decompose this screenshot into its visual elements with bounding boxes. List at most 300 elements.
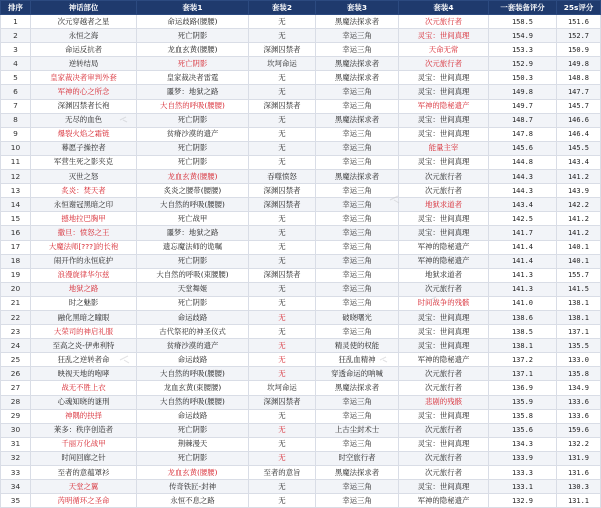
cell-set2: 至者的意旨 xyxy=(249,466,316,480)
cell-score: 144.8 xyxy=(489,155,557,169)
cell-set3: 狂乱血精神 xyxy=(316,353,399,367)
cell-rank: 12 xyxy=(1,170,31,184)
header-set1[interactable]: 套装1 xyxy=(137,1,249,15)
cell-rank: 3 xyxy=(1,43,31,57)
cell-set4: 次元旅行者 xyxy=(399,170,489,184)
cell-set2: 深渊囚禁者 xyxy=(249,184,316,198)
cell-mythic-part: 神隅的抉择 xyxy=(31,409,137,423)
cell-score: 137.1 xyxy=(489,367,557,381)
cell-score: 133.3 xyxy=(489,466,557,480)
cell-25s-score: 143.4 xyxy=(557,155,601,169)
cell-set3: 幸运三角 xyxy=(316,296,399,310)
cell-rank: 2 xyxy=(1,29,31,43)
cell-set2: 无 xyxy=(249,423,316,437)
cell-score: 138.1 xyxy=(489,339,557,353)
cell-mythic-part: 大荣司的神启礼服 xyxy=(31,325,137,339)
cell-set1: 死亡阴影 xyxy=(137,57,249,71)
cell-rank: 23 xyxy=(1,325,31,339)
cell-rank: 9 xyxy=(1,127,31,141)
cell-mythic-part: 心魂知晓的谜刑 xyxy=(31,395,137,409)
cell-set1: 龙血玄黄(腰腰) xyxy=(137,466,249,480)
table-row[interactable] xyxy=(1,451,601,465)
header-score[interactable]: 一套装备评分 xyxy=(489,1,557,15)
cell-set1: 永恒不息之路 xyxy=(137,494,249,508)
cell-mythic-part: 浪漫旋律华尔兹 xyxy=(31,268,137,282)
cell-mythic-part: 大魔法师[???]的长袍 xyxy=(31,240,137,254)
cell-rank: 29 xyxy=(1,409,31,423)
cell-25s-score: 134.9 xyxy=(557,381,601,395)
cell-set3: 黑魔法探求者 xyxy=(316,57,399,71)
table-row[interactable] xyxy=(1,367,601,381)
cell-score: 145.6 xyxy=(489,141,557,155)
table-row[interactable] xyxy=(1,466,601,480)
cell-set4: 灵宝：世间真理 xyxy=(399,310,489,324)
cell-set1: 死亡阴影 xyxy=(137,113,249,127)
cell-set1: 死亡阴影 xyxy=(137,155,249,169)
cell-rank: 31 xyxy=(1,437,31,451)
cell-score: 138.5 xyxy=(489,325,557,339)
cell-25s-score: 140.1 xyxy=(557,254,601,268)
table-row[interactable] xyxy=(1,310,601,324)
table-row[interactable] xyxy=(1,282,601,296)
cell-mythic-part: 至高之炎-伊弗利特 xyxy=(31,339,137,353)
cell-mythic-part: 炙炎：焚天者 xyxy=(31,184,137,198)
cell-score: 133.9 xyxy=(489,451,557,465)
cell-score: 149.7 xyxy=(489,99,557,113)
cell-set1: 死亡阴影 xyxy=(137,423,249,437)
table-row[interactable] xyxy=(1,141,601,155)
cell-set4: 地狱求道者 xyxy=(399,268,489,282)
header-rank[interactable]: 排序 xyxy=(1,1,31,15)
header-set4[interactable]: 套装4 xyxy=(399,1,489,15)
cell-25s-score: 132.2 xyxy=(557,437,601,451)
cell-rank: 16 xyxy=(1,226,31,240)
cell-score: 141.4 xyxy=(489,254,557,268)
table-row[interactable] xyxy=(1,339,601,353)
cell-set4: 次元旅行者 xyxy=(399,451,489,465)
cell-25s-score: 131.6 xyxy=(557,466,601,480)
cell-set1: 死亡阴影 xyxy=(137,296,249,310)
cell-set3: 幸运三角 xyxy=(316,184,399,198)
header-set3[interactable]: 套装3 xyxy=(316,1,399,15)
cell-25s-score: 133.6 xyxy=(557,409,601,423)
cell-mythic-part: 深渊囚禁者长袍 xyxy=(31,99,137,113)
table-row[interactable] xyxy=(1,212,601,226)
cell-mythic-part: 无尽的血色 xyxy=(31,113,137,127)
cell-set2: 无 xyxy=(249,310,316,324)
table-row[interactable] xyxy=(1,437,601,451)
cell-rank: 14 xyxy=(1,198,31,212)
cell-set1: 大自然的呼吸(腰腰) xyxy=(137,198,249,212)
cell-rank: 35 xyxy=(1,494,31,508)
cell-set4: 次元旅行者 xyxy=(399,423,489,437)
cell-25s-score: 149.8 xyxy=(557,57,601,71)
cell-set3: 破晓曙光 xyxy=(316,310,399,324)
cell-set2: 无 xyxy=(249,113,316,127)
cell-rank: 13 xyxy=(1,184,31,198)
cell-set4: 灵宝：世间真理 xyxy=(399,29,489,43)
cell-score: 142.5 xyxy=(489,212,557,226)
cell-25s-score: 130.3 xyxy=(557,480,601,494)
cell-rank: 22 xyxy=(1,310,31,324)
cell-mythic-part: 皇家裁决者审判外套 xyxy=(31,71,137,85)
cell-set2: 无 xyxy=(249,212,316,226)
cell-set3: 幸运三角 xyxy=(316,43,399,57)
cell-rank: 11 xyxy=(1,155,31,169)
cell-25s-score: 155.7 xyxy=(557,268,601,282)
cell-set2: 深渊囚禁者 xyxy=(249,43,316,57)
cell-set1: 龙血玄黄(腰腰) xyxy=(137,43,249,57)
cell-mythic-part: 战无不胜上衣 xyxy=(31,381,137,395)
cell-set3: 黑魔法探求者 xyxy=(316,170,399,184)
cell-set1: 龙血玄黄(腰腰) xyxy=(137,170,249,184)
cell-set1: 天堂舞姬 xyxy=(137,282,249,296)
header-set2[interactable]: 套装2 xyxy=(249,1,316,15)
cell-set1: 大自然的呼吸(腰腰) xyxy=(137,367,249,381)
cell-rank: 32 xyxy=(1,451,31,465)
cell-set2: 无 xyxy=(249,339,316,353)
cell-rank: 4 xyxy=(1,57,31,71)
cell-mythic-part: 撼地拉巴胸甲 xyxy=(31,212,137,226)
table-row[interactable] xyxy=(1,296,601,310)
cell-mythic-part: 灭世之怒 xyxy=(31,170,137,184)
cell-set2: 无 xyxy=(249,155,316,169)
cell-score: 138.6 xyxy=(489,310,557,324)
cell-set2: 无 xyxy=(249,296,316,310)
table-row[interactable] xyxy=(1,170,601,184)
cell-score: 152.9 xyxy=(489,57,557,71)
table-row[interactable] xyxy=(1,43,601,57)
cell-set2: 无 xyxy=(249,451,316,465)
cell-rank: 33 xyxy=(1,466,31,480)
cell-set4: 次元旅行者 xyxy=(399,367,489,381)
cell-25s-score: 131.1 xyxy=(557,494,601,508)
cell-set4: 灵宝：世间真理 xyxy=(399,127,489,141)
cell-25s-score: 145.7 xyxy=(557,99,601,113)
table-row[interactable] xyxy=(1,409,601,423)
table-row[interactable] xyxy=(1,423,601,437)
table-row[interactable] xyxy=(1,395,601,409)
cell-set1: 命运歧路 xyxy=(137,310,249,324)
cell-25s-score: 151.6 xyxy=(557,15,601,29)
table-row[interactable] xyxy=(1,226,601,240)
cell-set1: 命运歧路 xyxy=(137,353,249,367)
cell-25s-score: 141.2 xyxy=(557,226,601,240)
cell-set4: 灵宝：世间真理 xyxy=(399,85,489,99)
table-row[interactable] xyxy=(1,240,601,254)
cell-rank: 20 xyxy=(1,282,31,296)
cell-set4: 地狱求道者 xyxy=(399,198,489,212)
cell-25s-score: 141.5 xyxy=(557,282,601,296)
cell-rank: 18 xyxy=(1,254,31,268)
cell-set4: 军神的隐秘遗产 xyxy=(399,353,489,367)
cell-set3: 黑魔法探求者 xyxy=(316,381,399,395)
table-row[interactable] xyxy=(1,325,601,339)
cell-set4: 悲剧的残骸 xyxy=(399,395,489,409)
cell-rank: 17 xyxy=(1,240,31,254)
cell-set4: 次元旅行者 xyxy=(399,57,489,71)
cell-set1: 荆棘漫天 xyxy=(137,437,249,451)
cell-set4: 灵宝：世间真理 xyxy=(399,212,489,226)
cell-score: 133.1 xyxy=(489,480,557,494)
cell-score: 135.9 xyxy=(489,395,557,409)
cell-25s-score: 142.2 xyxy=(557,198,601,212)
cell-set3: 黑魔法探求者 xyxy=(316,113,399,127)
cell-set3: 幸运三角 xyxy=(316,212,399,226)
cell-score: 136.9 xyxy=(489,381,557,395)
cell-set4: 军神的隐秘遗产 xyxy=(399,494,489,508)
cell-set3: 幸运三角 xyxy=(316,127,399,141)
cell-set2: 无 xyxy=(249,254,316,268)
cell-set4: 次元旅行者 xyxy=(399,381,489,395)
cell-set1: 贫瘠沙漠的遗产 xyxy=(137,339,249,353)
cell-mythic-part: 永恒之海 xyxy=(31,29,137,43)
cell-set2: 无 xyxy=(249,85,316,99)
cell-set3: 幸运三角 xyxy=(316,325,399,339)
table-row[interactable] xyxy=(1,15,601,29)
cell-set3: 幸运三角 xyxy=(316,254,399,268)
table-row[interactable] xyxy=(1,353,601,367)
cell-score: 153.3 xyxy=(489,43,557,57)
cell-set3: 幸运三角 xyxy=(316,282,399,296)
cell-mythic-part: 芮明循环之圣命 xyxy=(31,494,137,508)
cell-score: 132.9 xyxy=(489,494,557,508)
cell-set4: 时间战争的残骸 xyxy=(399,296,489,310)
cell-set1: 传奇铁匠-封神 xyxy=(137,480,249,494)
cell-mythic-part: 狂乱之逆转者命 xyxy=(31,353,137,367)
cell-set4: 军神的隐秘遗产 xyxy=(399,99,489,113)
cell-set3: 精灵使的权能 xyxy=(316,339,399,353)
cell-set4: 灵宝：世间真理 xyxy=(399,113,489,127)
table-row[interactable] xyxy=(1,155,601,169)
cell-set2: 无 xyxy=(249,15,316,29)
cell-set1: 噩梦：地狱之路 xyxy=(137,226,249,240)
cell-set3: 幸运三角 xyxy=(316,226,399,240)
cell-set3: 幸运三角 xyxy=(316,395,399,409)
cell-set4: 次元旅行者 xyxy=(399,184,489,198)
cell-set3: 时空旅行者 xyxy=(316,451,399,465)
cell-mythic-part: 永恒谢冠黑暗之印 xyxy=(31,198,137,212)
cell-score: 141.3 xyxy=(489,268,557,282)
cell-score: 154.9 xyxy=(489,29,557,43)
table-row[interactable] xyxy=(1,184,601,198)
cell-score: 134.3 xyxy=(489,437,557,451)
cell-rank: 25 xyxy=(1,353,31,367)
cell-set3: 幸运三角 xyxy=(316,409,399,423)
cell-set2: 深渊囚禁者 xyxy=(249,268,316,282)
cell-set2: 无 xyxy=(249,127,316,141)
cell-set1: 遗忘魔法师的诡嘱 xyxy=(137,240,249,254)
cell-set1: 死亡阴影 xyxy=(137,141,249,155)
cell-set1: 大自然的呼吸(束腰腰) xyxy=(137,268,249,282)
cell-25s-score: 148.8 xyxy=(557,71,601,85)
cell-mythic-part: 爆裂火焰之霜链 xyxy=(31,127,137,141)
cell-set2: 无 xyxy=(249,353,316,367)
cell-mythic-part: 军神的心之所念 xyxy=(31,85,137,99)
table-row[interactable] xyxy=(1,381,601,395)
table-row[interactable] xyxy=(1,29,601,43)
cell-rank: 26 xyxy=(1,367,31,381)
cell-set2: 无 xyxy=(249,494,316,508)
cell-set4: 灵宝：世间真理 xyxy=(399,71,489,85)
cell-score: 135.6 xyxy=(489,423,557,437)
cell-25s-score: 159.6 xyxy=(557,423,601,437)
cell-set4: 灵宝：世间真理 xyxy=(399,155,489,169)
cell-score: 149.8 xyxy=(489,85,557,99)
table-row[interactable] xyxy=(1,254,601,268)
table-row[interactable] xyxy=(1,57,601,71)
cell-mythic-part: 撒旦：愤怒之王 xyxy=(31,226,137,240)
table-row[interactable] xyxy=(1,85,601,99)
cell-25s-score: 152.7 xyxy=(557,29,601,43)
cell-set3: 上古尘封术士 xyxy=(316,423,399,437)
cell-25s-score: 138.1 xyxy=(557,296,601,310)
header-mythic-part[interactable]: 神话部位 xyxy=(31,1,137,15)
cell-mythic-part: 时之魅影 xyxy=(31,296,137,310)
cell-set4: 灵宝：世间真理 xyxy=(399,480,489,494)
cell-set4: 灵宝：世间真理 xyxy=(399,339,489,353)
cell-set3: 幸运三角 xyxy=(316,198,399,212)
table-row[interactable] xyxy=(1,71,601,85)
cell-set2: 无 xyxy=(249,141,316,155)
cell-score: 141.3 xyxy=(489,282,557,296)
cell-set4: 次元旅行者 xyxy=(399,282,489,296)
cell-score: 150.3 xyxy=(489,71,557,85)
cell-set3: 幸运三角 xyxy=(316,494,399,508)
cell-score: 148.7 xyxy=(489,113,557,127)
table-row[interactable] xyxy=(1,268,601,282)
cell-25s-score: 141.2 xyxy=(557,170,601,184)
table-row[interactable] xyxy=(1,113,601,127)
cell-set2: 无 xyxy=(249,437,316,451)
cell-mythic-part: 融化黑暗之瞳眼 xyxy=(31,310,137,324)
cell-25s-score: 138.1 xyxy=(557,310,601,324)
cell-25s-score: 145.5 xyxy=(557,141,601,155)
cell-set3: 幸运三角 xyxy=(316,99,399,113)
table-row[interactable] xyxy=(1,494,601,508)
cell-set3: 幸运三角 xyxy=(316,141,399,155)
cell-set1: 贫瘠沙漠的遗产 xyxy=(137,127,249,141)
cell-set1: 大自然的呼吸(腰腰) xyxy=(137,99,249,113)
cell-rank: 21 xyxy=(1,296,31,310)
cell-rank: 6 xyxy=(1,85,31,99)
cell-mythic-part: 时间回廊之针 xyxy=(31,451,137,465)
cell-25s-score: 147.7 xyxy=(557,85,601,99)
cell-set2: 无 xyxy=(249,367,316,381)
cell-score: 137.2 xyxy=(489,353,557,367)
cell-rank: 24 xyxy=(1,339,31,353)
cell-set4: 军神的隐秘遗产 xyxy=(399,240,489,254)
cell-set3: 黑魔法探求者 xyxy=(316,15,399,29)
cell-set3: 幸运三角 xyxy=(316,85,399,99)
cell-set1: 炙炎之腰带(腰腰) xyxy=(137,184,249,198)
cell-mythic-part: 命运反抗者 xyxy=(31,43,137,57)
cell-set3: 幸运三角 xyxy=(316,240,399,254)
cell-25s-score: 146.4 xyxy=(557,127,601,141)
cell-score: 147.8 xyxy=(489,127,557,141)
cell-rank: 10 xyxy=(1,141,31,155)
cell-25s-score: 133.0 xyxy=(557,353,601,367)
cell-mythic-part: 逆转结局 xyxy=(31,57,137,71)
cell-set1: 大自然的呼吸(腰腰) xyxy=(137,395,249,409)
cell-25s-score: 131.9 xyxy=(557,451,601,465)
cell-rank: 1 xyxy=(1,15,31,29)
header-row xyxy=(1,1,601,15)
cell-set4: 灵宝：世间真理 xyxy=(399,226,489,240)
table-row[interactable] xyxy=(1,99,601,113)
cell-set3: 幸运三角 xyxy=(316,29,399,43)
cell-set1: 龙血玄黄(束腰腰) xyxy=(137,381,249,395)
cell-set2: 坎坷命运 xyxy=(249,381,316,395)
cell-score: 141.7 xyxy=(489,226,557,240)
cell-mythic-part: 军营生死之影夹克 xyxy=(31,155,137,169)
cell-rank: 7 xyxy=(1,99,31,113)
cell-score: 158.5 xyxy=(489,15,557,29)
cell-set4: 军神的隐秘遗产 xyxy=(399,254,489,268)
cell-set4: 灵宝：世间真理 xyxy=(399,325,489,339)
table-row[interactable] xyxy=(1,127,601,141)
cell-25s-score: 141.2 xyxy=(557,212,601,226)
cell-set3: 黑魔法探求者 xyxy=(316,466,399,480)
cell-set2: 无 xyxy=(249,71,316,85)
table-row[interactable] xyxy=(1,480,601,494)
cell-rank: 34 xyxy=(1,480,31,494)
cell-score: 135.8 xyxy=(489,409,557,423)
cell-set4: 灵宝：世间真理 xyxy=(399,437,489,451)
cell-set2: 无 xyxy=(249,409,316,423)
header-25s-score[interactable]: 25s评分 xyxy=(557,1,601,15)
cell-rank: 15 xyxy=(1,212,31,226)
cell-set2: 坎坷命运 xyxy=(249,57,316,71)
cell-rank: 19 xyxy=(1,268,31,282)
cell-set3: 幸运三角 xyxy=(316,480,399,494)
cell-set4: 次元旅行者 xyxy=(399,15,489,29)
cell-mythic-part: 千丽万化战甲 xyxy=(31,437,137,451)
cell-score: 143.4 xyxy=(489,198,557,212)
cell-set2: 无 xyxy=(249,226,316,240)
cell-mythic-part: 地狱之路 xyxy=(31,282,137,296)
cell-mythic-part: 天堂之翼 xyxy=(31,480,137,494)
cell-25s-score: 150.9 xyxy=(557,43,601,57)
cell-25s-score: 135.5 xyxy=(557,339,601,353)
cell-set1: 古代祭祀的神圣仪式 xyxy=(137,325,249,339)
cell-rank: 27 xyxy=(1,381,31,395)
cell-set2: 深渊囚禁者 xyxy=(249,198,316,212)
cell-rank: 28 xyxy=(1,395,31,409)
cell-set2: 无 xyxy=(249,325,316,339)
cell-25s-score: 140.1 xyxy=(557,240,601,254)
cell-set2: 深渊囚禁者 xyxy=(249,99,316,113)
cell-set1: 死亡阴影 xyxy=(137,29,249,43)
cell-score: 141.4 xyxy=(489,240,557,254)
cell-25s-score: 137.1 xyxy=(557,325,601,339)
cell-mythic-part: 幕愿子操控者 xyxy=(31,141,137,155)
cell-set1: 死亡阴影 xyxy=(137,451,249,465)
cell-score: 144.3 xyxy=(489,184,557,198)
table-row[interactable] xyxy=(1,198,601,212)
cell-mythic-part: 次元穿越者之星 xyxy=(31,15,137,29)
cell-set2: 无 xyxy=(249,240,316,254)
cell-set2: 吞噬愤怒 xyxy=(249,170,316,184)
cell-25s-score: 146.6 xyxy=(557,113,601,127)
cell-mythic-part: 映视天地的咆哮 xyxy=(31,367,137,381)
cell-set1: 噩梦：地狱之路 xyxy=(137,85,249,99)
cell-set2: 无 xyxy=(249,282,316,296)
cell-set3: 幸运三角 xyxy=(316,268,399,282)
cell-mythic-part: 莱多：秩序创造者 xyxy=(31,423,137,437)
cell-set4: 能量主宰 xyxy=(399,141,489,155)
cell-set1: 死亡阴影 xyxy=(137,254,249,268)
